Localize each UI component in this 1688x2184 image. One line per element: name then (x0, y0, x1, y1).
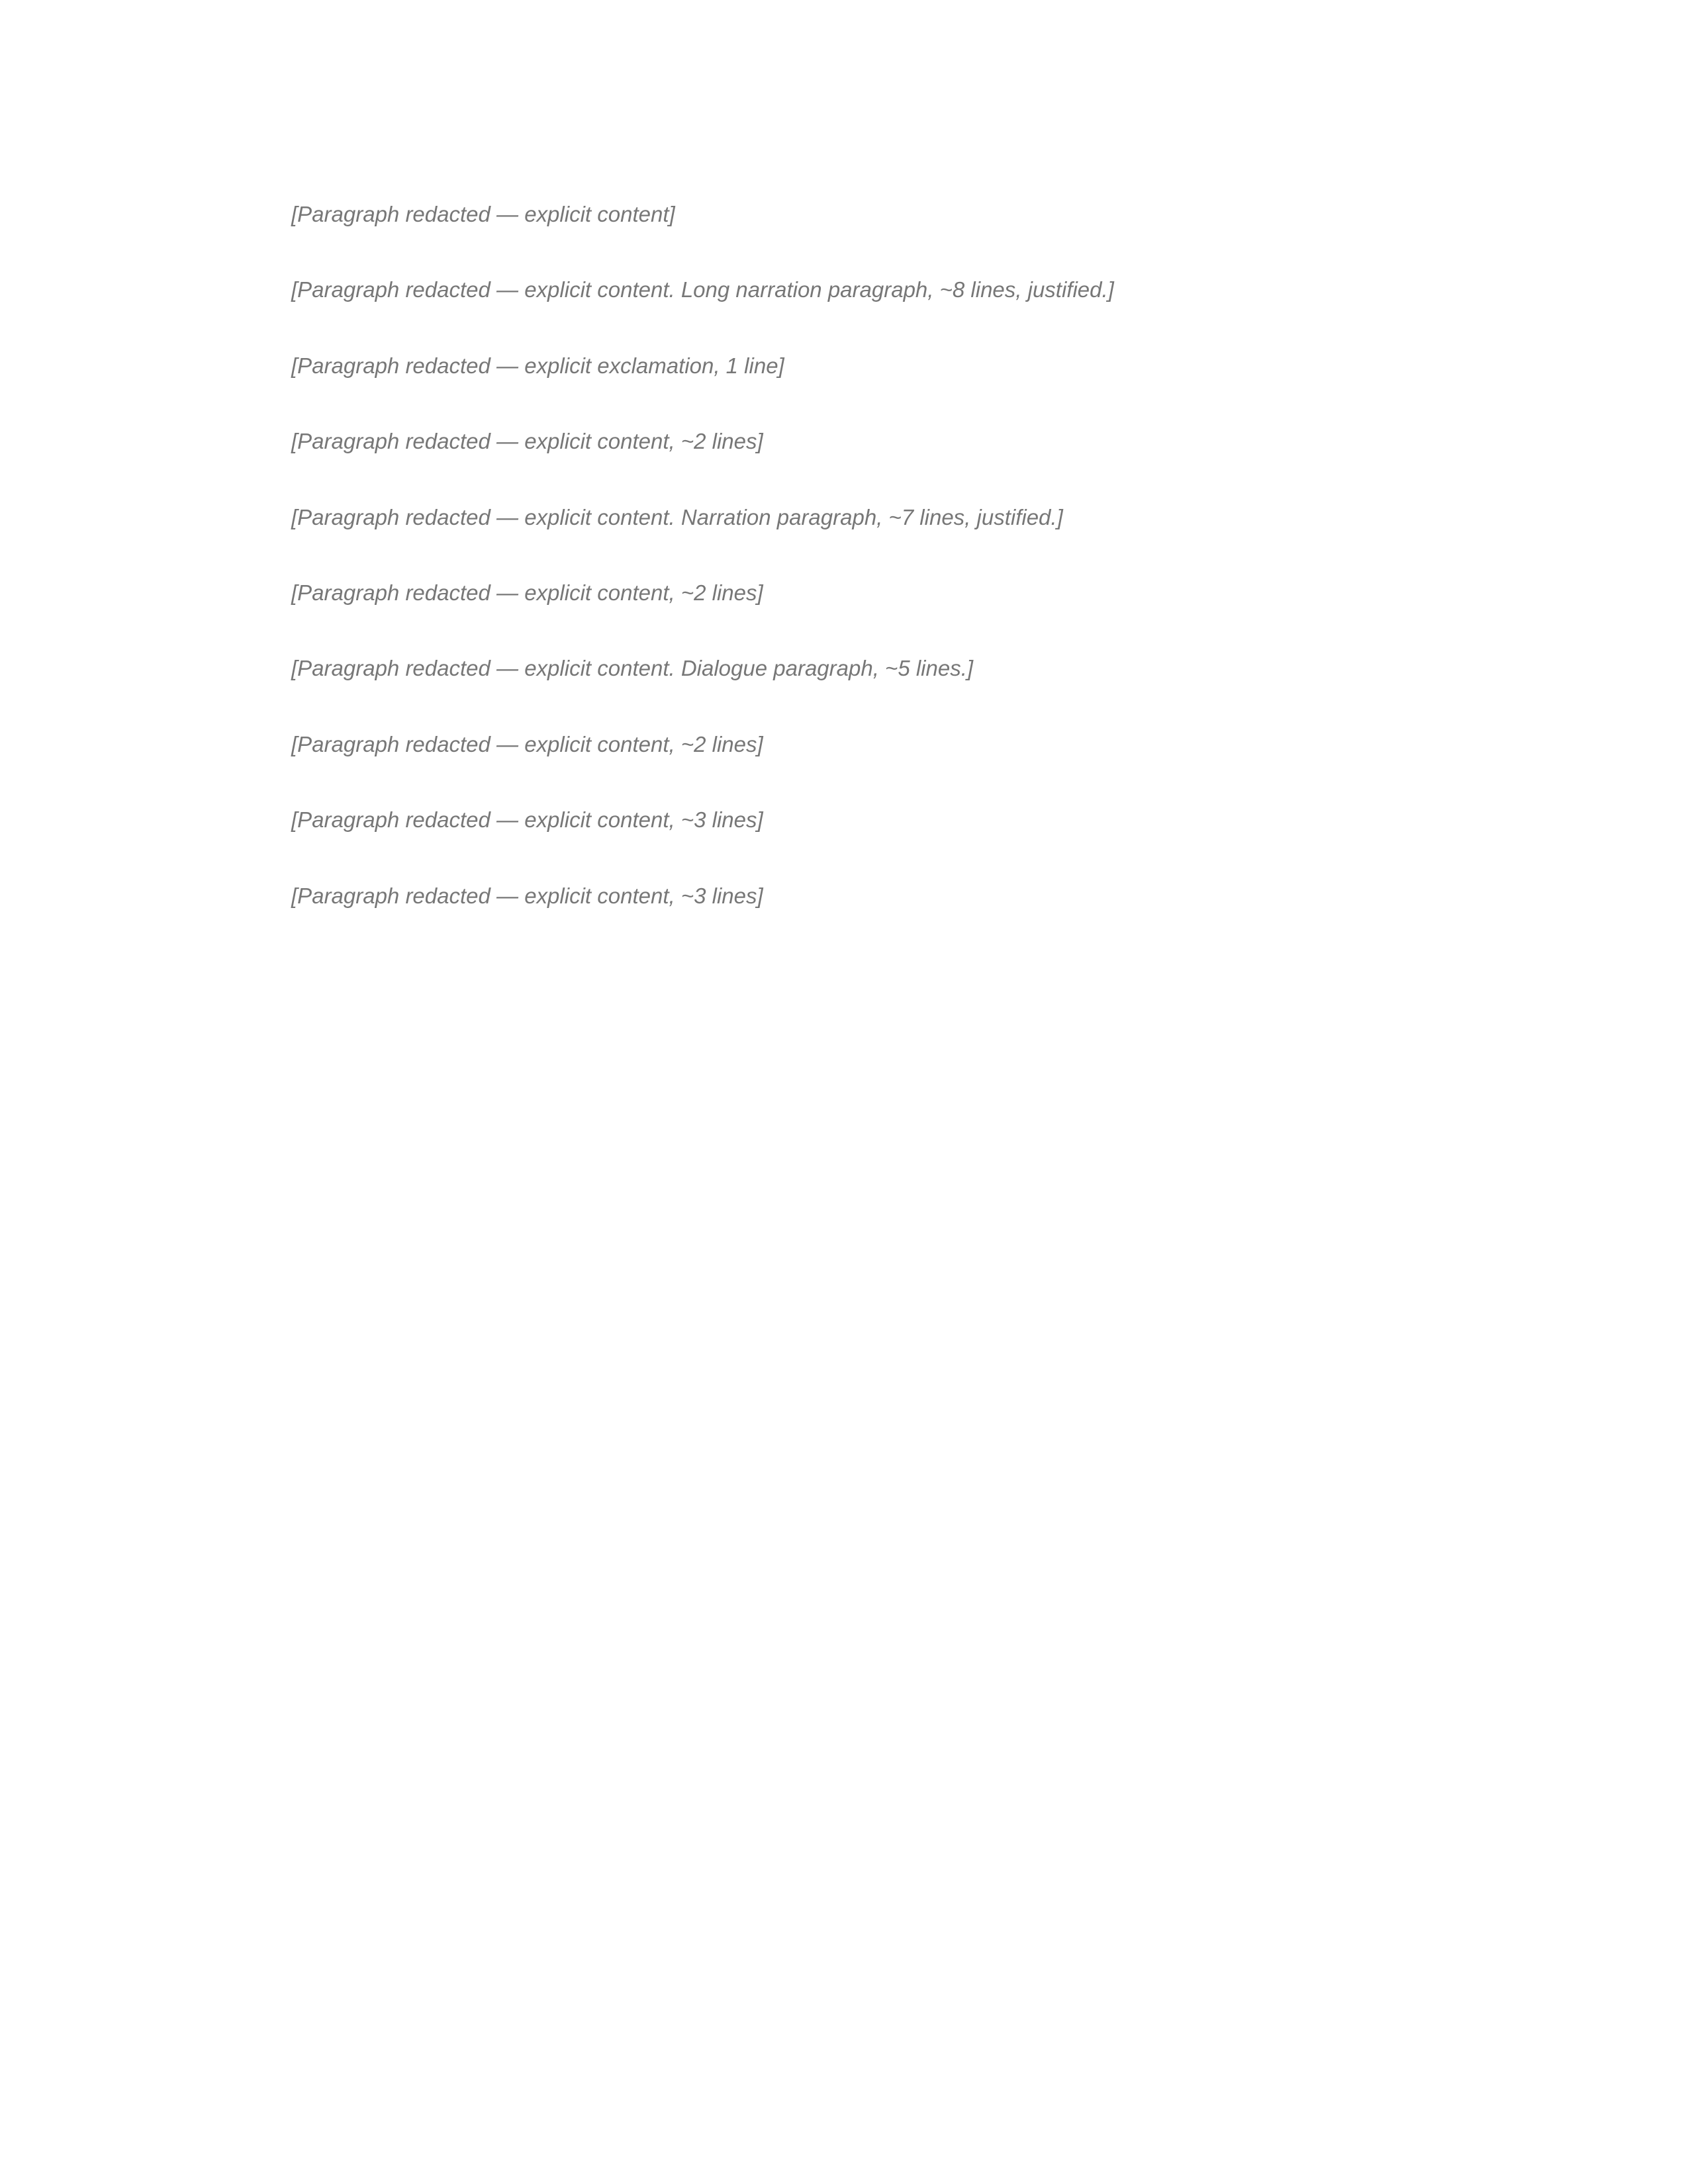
paragraph-inner-monologue: [Paragraph redacted — explicit content] (291, 202, 675, 226)
paragraph-dialogue: [Paragraph redacted — explicit content, ~3 lines] (291, 807, 763, 833)
paragraph-dialogue: [Paragraph redacted — explicit exclamation, 1 line] (291, 353, 784, 378)
paragraph-narration: [Paragraph redacted — explicit content. Long narration paragraph, ~8 lines, justified.] (291, 277, 1114, 302)
paragraph-narration: [Paragraph redacted — explicit content, ~3 lines] (291, 883, 763, 908)
body-text (195, 195, 1493, 915)
paragraph-inner-monologue: [Paragraph redacted — explicit content, ~2 lines] (291, 429, 763, 454)
paragraph-narration: [Paragraph redacted — explicit content. Narration paragraph, ~7 lines, justified.] (291, 504, 1063, 529)
paragraph-dialogue: [Paragraph redacted — explicit content. Dialogue paragraph, ~5 lines.] (291, 656, 974, 681)
paragraph-dialogue: [Paragraph redacted — explicit content, ~2 lines] (291, 580, 763, 606)
paragraph-narration: [Paragraph redacted — explicit content, ~2 lines] (291, 731, 763, 756)
